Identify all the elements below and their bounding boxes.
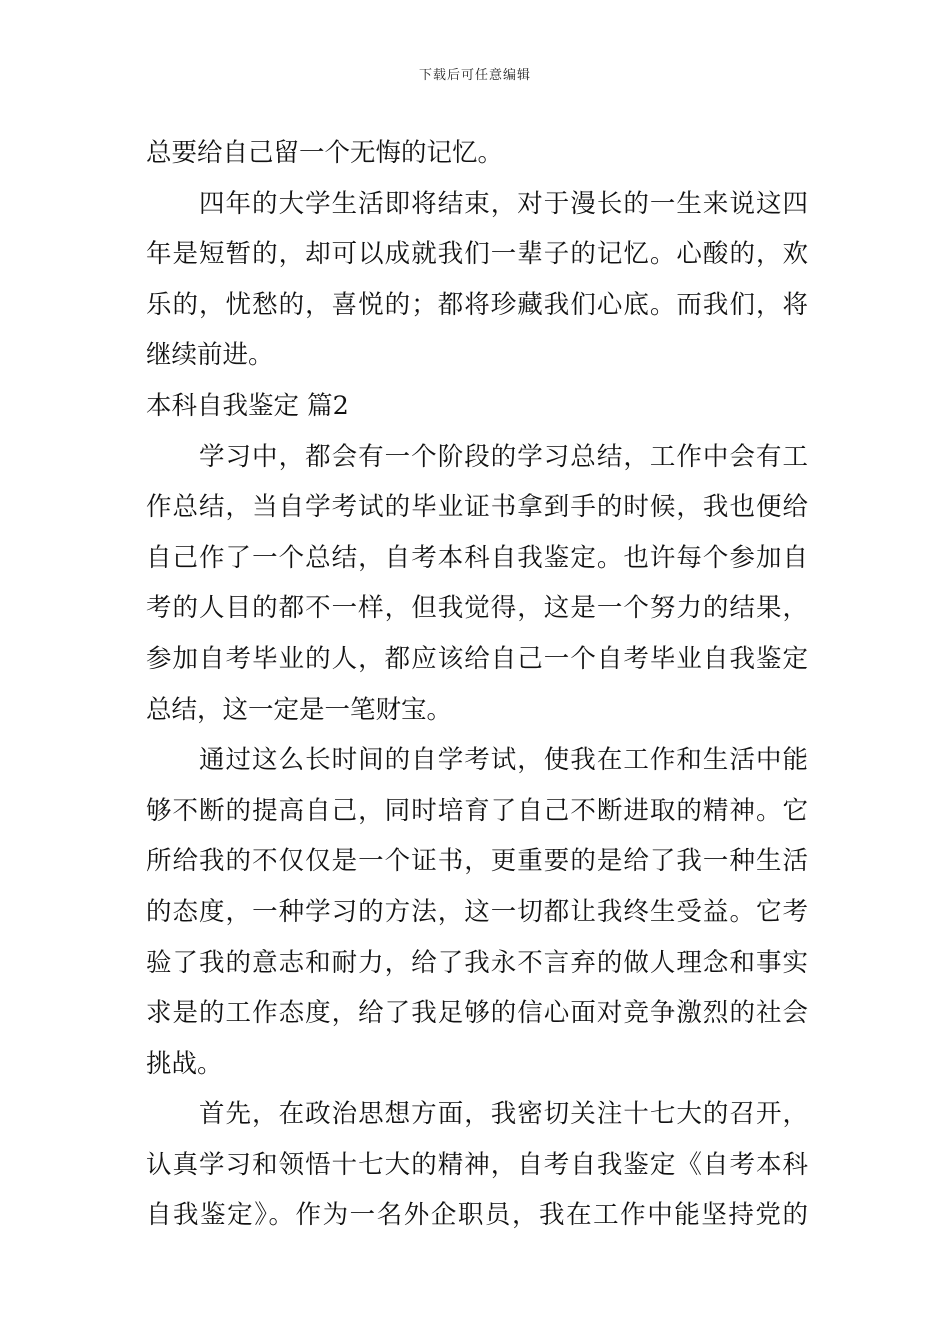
text-line: 自己作了一个总结，自考本科自我鉴定。也许每个参加自	[146, 542, 808, 573]
text-line: 认真学习和领悟十七大的精神，自考自我鉴定《自考本科	[146, 1149, 808, 1180]
text-line: 通过这么长时间的自学考试，使我在工作和生活中能	[199, 745, 808, 776]
text-line: 继续前进。	[146, 340, 274, 371]
text-line: 参加自考毕业的人，都应该给自己一个自考毕业自我鉴定	[146, 643, 808, 674]
text-line: 总结，这一定是一笔财宝。	[146, 694, 453, 725]
text-line: 验了我的意志和耐力，给了我永不言弃的做人理念和事实	[146, 947, 808, 978]
text-line: 四年的大学生活即将结束，对于漫长的一生来说这四	[199, 188, 808, 219]
page-header: 下载后可任意编辑	[418, 68, 531, 83]
text-line: 作总结，当自学考试的毕业证书拿到手的时候，我也便给	[146, 492, 808, 523]
text-line: 总要给自己留一个无悔的记忆。	[146, 138, 504, 168]
text-line: 求是的工作态度，给了我足够的信心面对竞争激烈的社会	[146, 998, 808, 1029]
text-line: 的态度，一种学习的方法，这一切都让我终生受益。它考	[146, 896, 808, 927]
text-line: 乐的，忧愁的，喜悦的；都将珍藏我们心底。而我们，将	[146, 289, 808, 320]
text-line: 挑战。	[146, 1048, 223, 1079]
text-line: 首先，在政治思想方面，我密切关注十七大的召开，	[199, 1099, 808, 1130]
text-line: 自我鉴定》。作为一名外企职员，我在工作中能坚持党的	[146, 1200, 808, 1231]
text-line: 所给我的不仅仅是一个证书，更重要的是给了我一种生活	[146, 846, 808, 877]
text-line: 够不断的提高自己，同时培育了自己不断进取的精神。它	[146, 795, 808, 826]
document-body	[146, 128, 808, 1241]
text-line: 年是短暂的，却可以成就我们一辈子的记忆。心酸的，欢	[146, 239, 808, 270]
section-heading: 本科自我鉴定 篇2	[146, 390, 349, 421]
text-line: 学习中，都会有一个阶段的学习总结，工作中会有工	[199, 441, 808, 472]
text-line: 考的人目的都不一样，但我觉得，这是一个努力的结果，	[146, 593, 808, 624]
